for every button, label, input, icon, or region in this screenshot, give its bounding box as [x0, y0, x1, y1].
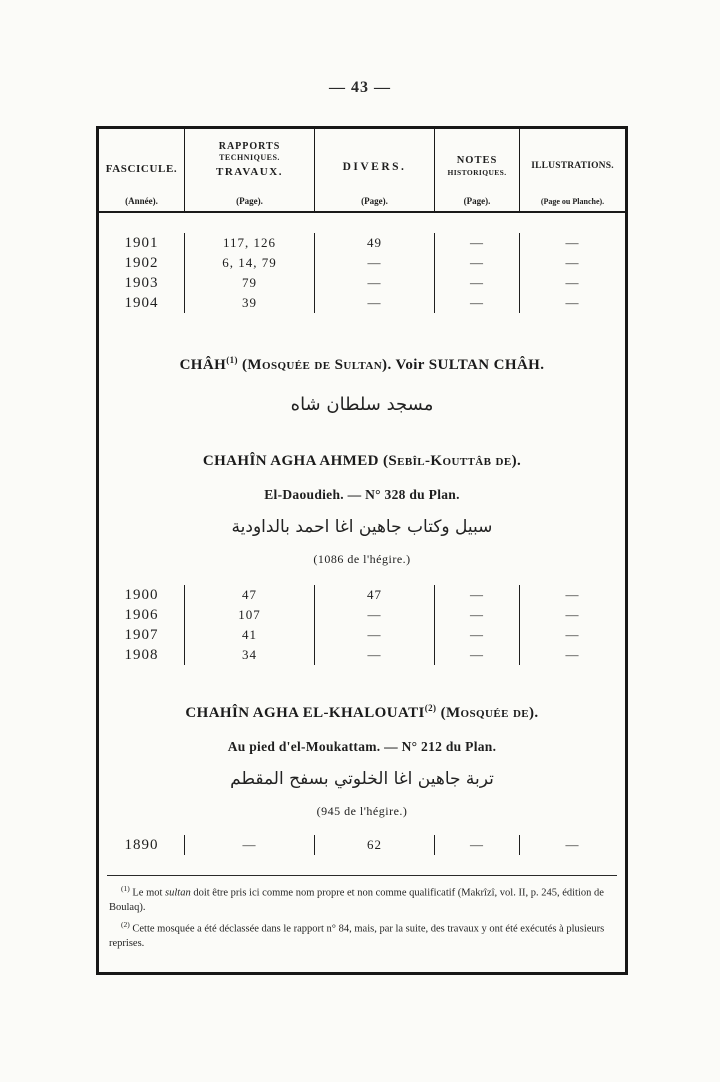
section-name: CHAHÎN AGHA AHMED — [202, 453, 379, 469]
table-row — [99, 273, 625, 293]
cell-illustrations: — — [565, 607, 580, 622]
cell-year: 1903 — [99, 273, 185, 293]
cell-divers: 62 — [315, 835, 435, 855]
cell-notes: — — [435, 585, 520, 605]
cell-notes: — — [435, 233, 520, 253]
header-rapports-subnote: (Page). — [236, 196, 263, 206]
data-block-2 — [99, 585, 625, 665]
cell-notes: — — [435, 605, 520, 625]
cell-divers: 49 — [315, 233, 435, 253]
footnote-1 — [109, 882, 615, 916]
cell-illustrations: — — [565, 627, 580, 642]
table-row — [99, 605, 625, 625]
cell-divers: — — [315, 625, 435, 645]
cell-notes: — — [435, 625, 520, 645]
cell-travaux: 117, 126 — [185, 233, 315, 253]
footnote-divider — [107, 875, 617, 876]
header-col-divers — [315, 129, 435, 211]
section-paren: (Mosquée de). — [436, 705, 539, 721]
section-location-chahin-ahmed: El-Daoudieh. — N° 328 du Plan. — [264, 487, 460, 502]
section-location-chahin-khalouati: Au pied d'el-Moukattam. — N° 212 du Plan. — [227, 739, 497, 754]
section-name: CHÂH — [179, 357, 227, 373]
cell-year: 1902 — [99, 253, 185, 273]
table-row — [99, 585, 625, 605]
header-illustrations-subnote: (Page ou Planche). — [540, 197, 605, 206]
cell-travaux: 34 — [185, 645, 315, 665]
cell-divers: — — [315, 605, 435, 625]
header-illustrations-title: ILLUSTRATIONS. — [531, 161, 614, 171]
footnote-1-text: Le mot — [132, 887, 166, 899]
cell-divers: — — [315, 293, 435, 313]
cell-illustrations: — — [565, 255, 580, 270]
cell-notes: — — [435, 835, 520, 855]
footnote-2-marker: (2) — [121, 919, 130, 929]
cell-divers: 47 — [315, 585, 435, 605]
section-cross-reference: Voir SULTAN CHÂH. — [391, 357, 545, 373]
footnotes — [109, 882, 615, 951]
cell-travaux: 6, 14, 79 — [185, 253, 315, 273]
cell-travaux: 107 — [185, 605, 315, 625]
hegira-date-chahin-khalouati: (945 de l'hégire.) — [316, 804, 408, 818]
table-row — [99, 253, 625, 273]
cell-year: 1908 — [99, 645, 185, 665]
cell-travaux: — — [185, 835, 315, 855]
cell-year: 1900 — [99, 585, 185, 605]
hegira-date-chahin-ahmed: (1086 de l'hégire.) — [313, 552, 411, 566]
footnote-1-italic: sultan — [165, 887, 191, 899]
footnote-2-text: Cette mosquée a été déclassée dans le rapport n° 84, mais, par la suite, des travaux y ont été exécutés à plusieurs reprises. — [109, 923, 605, 949]
cell-divers: — — [315, 273, 435, 293]
cell-year: 1906 — [99, 605, 185, 625]
section-name: CHAHÎN AGHA EL-KHALOUATI — [185, 705, 425, 721]
cell-illustrations: — — [565, 235, 580, 250]
cell-illustrations: — — [565, 837, 580, 852]
table-row — [99, 293, 625, 313]
footnote-1-text-cont: doit être pris ici comme nom propre et non comme qualificatif (Makrîzî, vol. II, p. 245, édition de Boulaq). — [109, 887, 604, 913]
section-heading-chahin-khalouati — [99, 703, 625, 722]
header-divers-title: DIVERS. — [342, 161, 407, 173]
footnote-ref-1: (1) — [226, 355, 238, 365]
cell-travaux: 79 — [185, 273, 315, 293]
header-fascicule-subnote: (Année). — [125, 196, 158, 206]
section-paren: (Sebîl-Kouttâb de). — [378, 453, 522, 469]
footnote-1-marker: (1) — [121, 884, 130, 893]
cell-travaux: 47 — [185, 585, 315, 605]
table-row — [99, 625, 625, 645]
cell-illustrations: — — [565, 587, 580, 602]
arabic-title-chahin-ahmed: سبيل وكتاب جاهين اغا احمد بالداودية — [231, 517, 493, 537]
table-frame — [96, 126, 628, 975]
table-header-row — [99, 129, 625, 213]
header-col-illustrations — [520, 129, 625, 211]
section-heading-chahin-ahmed — [99, 453, 625, 470]
cell-divers: — — [315, 253, 435, 273]
header-rapports-title — [185, 141, 314, 178]
table-row — [99, 645, 625, 665]
footnote-ref-2: (2) — [424, 703, 437, 713]
arabic-title-chahin-khalouati: تربة جاهين اغا الخلوتي بسفح المقطم — [230, 769, 494, 789]
header-col-fascicule — [99, 129, 185, 211]
cell-illustrations: — — [565, 295, 580, 310]
data-block-3 — [99, 835, 625, 855]
table-row — [99, 233, 625, 253]
cell-notes: — — [435, 253, 520, 273]
cell-notes: — — [435, 293, 520, 313]
cell-year: 1907 — [99, 625, 185, 645]
cell-year: 1904 — [99, 293, 185, 313]
cell-notes: — — [435, 645, 520, 665]
header-col-rapports — [185, 129, 315, 211]
arabic-title-chah: مسجد سلطان شاه — [290, 394, 434, 415]
header-divers-subnote: (Page). — [361, 196, 388, 206]
cell-illustrations: — — [565, 275, 580, 290]
cell-year: 1901 — [99, 233, 185, 253]
header-fascicule-title: FASCICULE. — [105, 163, 178, 175]
header-notes-subnote: (Page). — [463, 196, 491, 206]
header-rapports-line1: RAPPORTS — [218, 141, 281, 152]
cell-notes: — — [435, 273, 520, 293]
page-number: — 43 — — [329, 79, 391, 96]
cell-travaux: 39 — [185, 293, 315, 313]
cell-illustrations: — — [565, 647, 580, 662]
footnote-2 — [109, 918, 615, 952]
cell-divers: — — [315, 645, 435, 665]
section-heading-chah — [99, 355, 625, 374]
header-col-notes — [435, 129, 520, 211]
header-rapports-line3: TRAVAUX. — [216, 166, 283, 178]
header-notes-title — [435, 155, 519, 177]
header-notes-line1: NOTES — [456, 155, 498, 166]
cell-year: 1890 — [99, 835, 185, 855]
cell-travaux: 41 — [185, 625, 315, 645]
section-paren: (Mosquée de Sultan). — [237, 357, 392, 373]
header-rapports-line2: TECHNIQUES. — [219, 153, 280, 162]
table-row — [99, 835, 625, 855]
header-notes-line2: HISTORIQUES. — [447, 168, 507, 177]
data-block-1 — [99, 233, 625, 313]
